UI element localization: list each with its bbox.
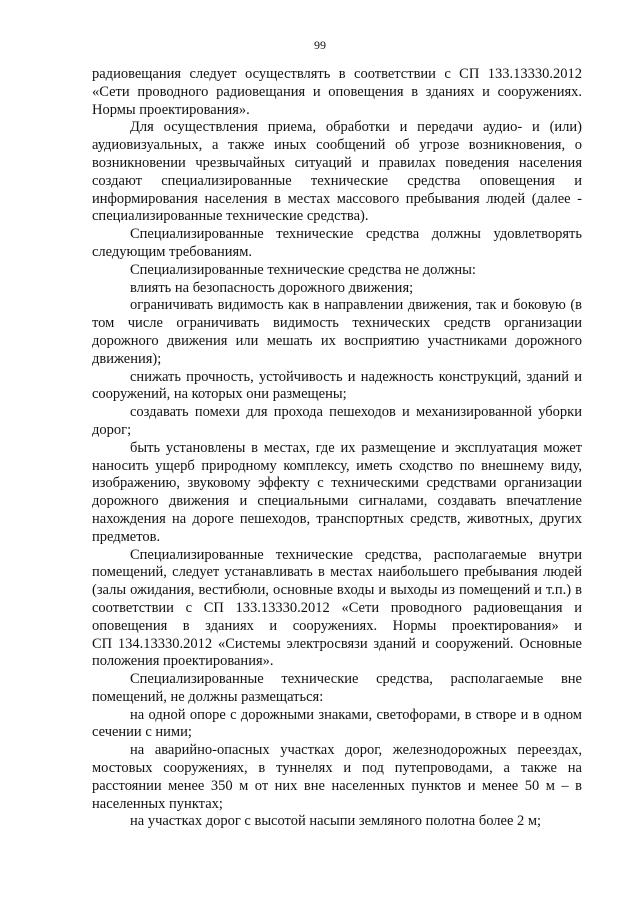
document-body xyxy=(92,66,582,831)
list-item: создавать помехи для прохода пешеходов и механизированной уборки дорог; xyxy=(92,404,582,438)
list-item: на аварийно-опасных участках дорог, железнодорожных переездах, мостовых сооружениях, в туннелях и под путепроводами, а также на расстоянии менее 350 м от них вне населенных пунктов и менее 50 м – в населенных пунктах; xyxy=(92,742,582,812)
list-item: на участках дорог с высотой насыпи земляного полотна более 2 м; xyxy=(130,813,542,830)
paragraph: радиовещания следует осуществлять в соответствии с СП 133.13330.2012 «Сети проводного радиовещания и оповещения в зданиях и сооружениях. Нормы проектирования». xyxy=(92,66,582,118)
list-item: на одной опоре с дорожными знаками, светофорами, в створе и в одном сечении с ними; xyxy=(92,706,582,741)
list-item: быть установлены в местах, где их размещение и эксплуатация может наносить ущерб природному комплексу, иметь сходство по внешнему виду, изображению, звуковому эффекту с техническими средствами организации дорожного движения и специальными сигналами, создавать впечатление нахождения на дороге пешеходов, транспортных средств, животных, других предметов. xyxy=(92,439,582,545)
list-item: снижать прочность, устойчивость и надежность конструкций, зданий и сооружений, на которых они размещены; xyxy=(92,368,582,403)
paragraph: Специализированные технические средства, располагаемые вне помещений, не должны размещаться: xyxy=(92,671,582,705)
list-item: ограничивать видимость как в направлении движения, так и боковую (в том числе ограничивать видимость технических средств организации дорожного движения или мешать их восприятию участниками дорожного движения); xyxy=(92,297,582,367)
page-number: 99 xyxy=(314,38,326,52)
paragraph: Специализированные технические средства не должны: xyxy=(130,261,476,278)
paragraph: Специализированные технические средства, располагаемые внутри помещений, следует устанавливать в местах наибольшего пребывания людей (залы ожидания, вестибюли, основные входы и выходы из помещений и т.п.) в соответствии с СП 133.13330.2012 «Сети проводного радиовещания и оповещения в зданиях и сооружениях. Нормы проектирования» и xyxy=(92,546,582,634)
paragraph: СП 134.13330.2012 «Системы электросвязи зданий и сооружений. Основные положения проектирования». xyxy=(92,635,582,670)
list-item: влиять на безопасность дорожного движения; xyxy=(130,279,414,296)
paragraph: Специализированные технические средства должны удовлетворять следующим требованиям. xyxy=(92,226,582,260)
paragraph: Для осуществления приема, обработки и передачи аудио- и (или) аудиовизуальных, а также иных сообщений об угрозе возникновения, о возникновении чрезвычайных ситуаций и правилах поведения населения создают специализированные технические средства оповещения и информирования населения в местах массового пребывания людей (далее - специализированные технические средства). xyxy=(92,119,582,225)
